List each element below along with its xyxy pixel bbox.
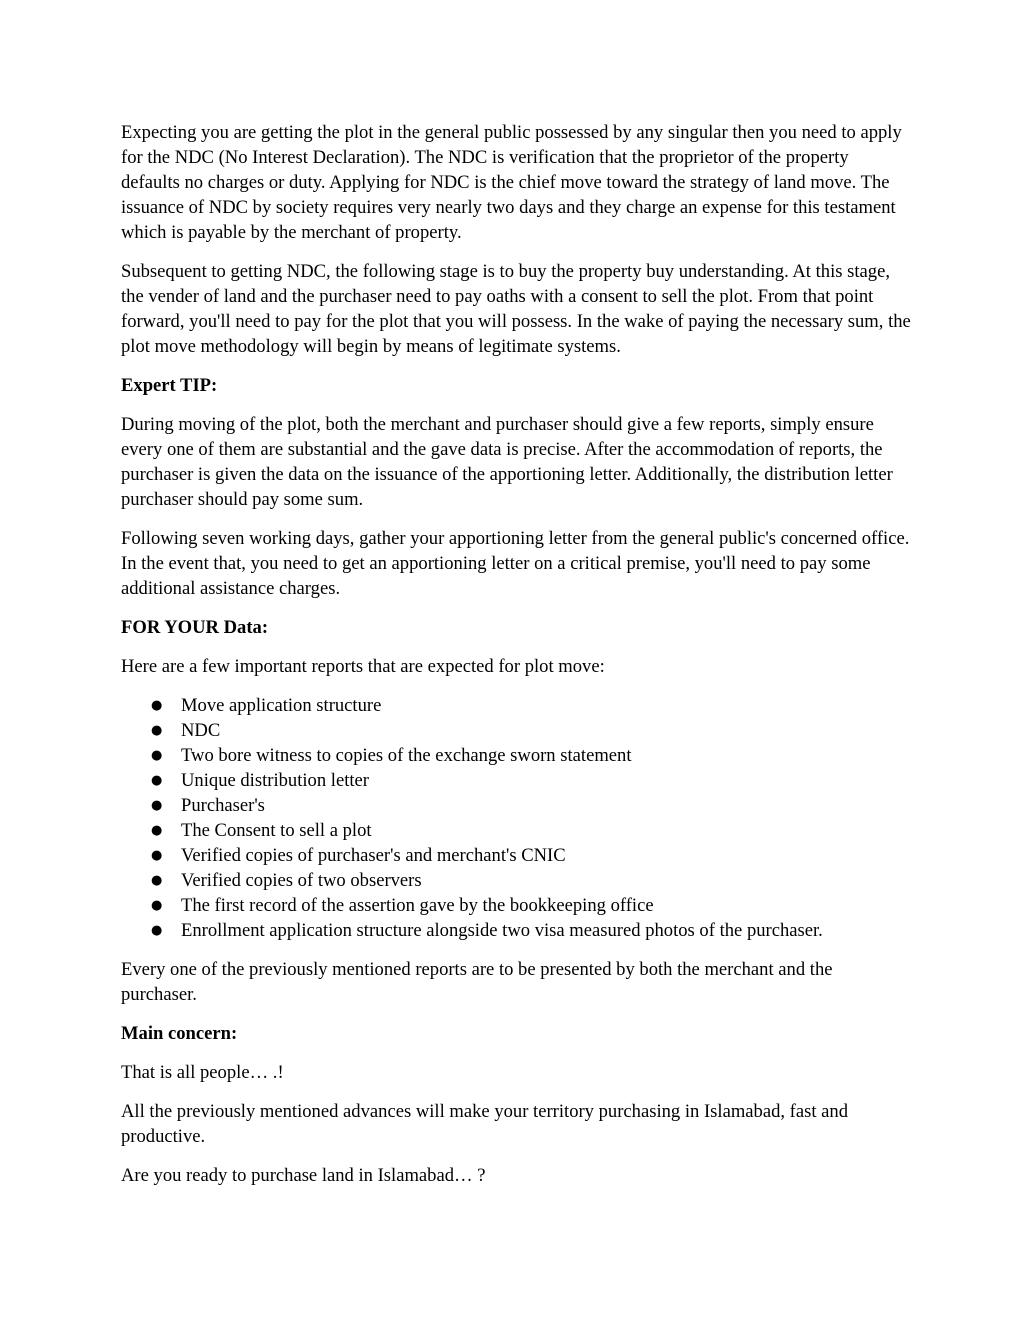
bullet-icon: ● xyxy=(151,898,163,913)
list-item-text: Enrollment application structure alongside two visa measured photos of the purchaser. xyxy=(181,920,823,941)
bullet-icon: ● xyxy=(151,748,163,763)
list-item-text: The Consent to sell a plot xyxy=(181,820,372,841)
list-item-text: Two bore witness to copies of the exchange sworn statement xyxy=(181,745,632,766)
bullet-icon: ● xyxy=(151,923,163,938)
bullet-icon: ● xyxy=(151,798,163,813)
list-item xyxy=(121,768,911,793)
paragraph-list-intro: Here are a few important reports that are expected for plot move: xyxy=(121,656,605,677)
paragraph-reports: During moving of the plot, both the merchant and purchaser should give a few reports, simply ensure every one of them are substantial and the gave data is precise. After the accommodation of reports, the purchaser is given the data on the issuance of the apportioning letter. Additionally, the distribution letter purchaser should pay some sum. xyxy=(121,414,893,510)
paragraph-advances: All the previously mentioned advances will make your territory purchasing in Islamabad, fast and productive. xyxy=(121,1101,849,1147)
bullet-icon: ● xyxy=(151,698,163,713)
paragraph-presented-by: Every one of the previously mentioned reports are to be presented by both the merchant and the purchaser. xyxy=(121,959,833,1005)
document-page xyxy=(121,120,911,1202)
paragraph-purchase-agreement: Subsequent to getting NDC, the following stage is to buy the property buy understanding. At this stage, the vender of land and the purchaser need to pay oaths with a consent to sell the plot. From that point forward, you'll need to pay for the plot that you will possess. In the wake of paying the necessary sum, the plot move methodology will begin by means of legitimate systems. xyxy=(121,261,911,357)
list-item-text: Purchaser's xyxy=(181,795,265,816)
heading-for-your-data: FOR YOUR Data: xyxy=(121,617,269,638)
list-item-text: Unique distribution letter xyxy=(181,770,369,791)
list-item xyxy=(121,718,911,743)
list-item xyxy=(121,793,911,818)
paragraph-closing-question: Are you ready to purchase land in Islamabad… ? xyxy=(121,1165,486,1186)
bullet-icon: ● xyxy=(151,823,163,838)
list-item-text: Verified copies of two observers xyxy=(181,870,422,891)
list-item xyxy=(121,843,911,868)
bullet-icon: ● xyxy=(151,873,163,888)
bullet-icon: ● xyxy=(151,848,163,863)
heading-expert-tip: Expert TIP: xyxy=(121,375,218,396)
list-item xyxy=(121,868,911,893)
paragraph-ndc-intro: Expecting you are getting the plot in the general public possessed by any singular then you need to apply for the NDC (No Interest Declaration). The NDC is verification that the proprietor of the property defaults no charges or duty. Applying for NDC is the chief move toward the strategy of land move. The issuance of NDC by society requires very nearly two days and they charge an expense for this testament which is payable by the merchant of property. xyxy=(121,122,902,243)
paragraph-that-is-all: That is all people… .! xyxy=(121,1062,284,1083)
paragraph-allotment-letter: Following seven working days, gather your apportioning letter from the general public's concerned office. In the event that, you need to get an apportioning letter on a critical premise, you'll need to pay some additional assistance charges. xyxy=(121,528,910,599)
bullet-icon: ● xyxy=(151,723,163,738)
list-item-text: The first record of the assertion gave by the bookkeeping office xyxy=(181,895,654,916)
list-item-text: Verified copies of purchaser's and merchant's CNIC xyxy=(181,845,566,866)
required-documents-list xyxy=(121,693,911,943)
list-item xyxy=(121,893,911,918)
list-item-text: Move application structure xyxy=(181,695,382,716)
list-item xyxy=(121,693,911,718)
list-item-text: NDC xyxy=(181,720,221,741)
list-item xyxy=(121,918,911,943)
heading-main-concern: Main concern: xyxy=(121,1023,238,1044)
list-item xyxy=(121,743,911,768)
list-item xyxy=(121,818,911,843)
bullet-icon: ● xyxy=(151,773,163,788)
